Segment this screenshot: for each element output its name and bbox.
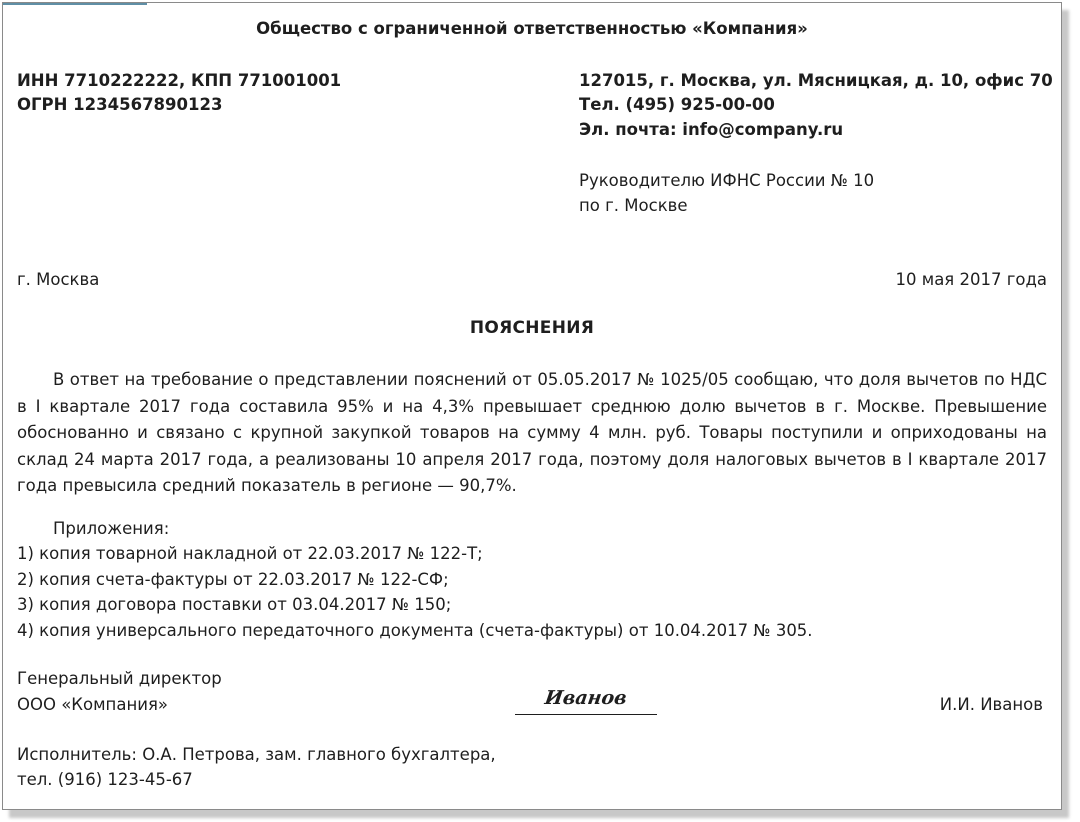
- company-address: 127015, г. Москва, ул. Мясницкая, д. 10, офис 70: [579, 71, 1053, 90]
- attachment-item: 1) копия товарной накладной от 22.03.2017 № 122-Т;: [17, 544, 483, 563]
- organization-title: Общество с ограниченной ответственностью «Компания»: [256, 19, 808, 38]
- attachment-item: 3) копия договора поставки от 03.04.2017 № 150;: [17, 595, 452, 614]
- inn-kpp: ИНН 7710222222, КПП 771001001: [17, 71, 342, 90]
- corner-accent: [3, 3, 147, 5]
- body-text: [17, 367, 1047, 500]
- recipient-line-1: Руководителю ИФНС России № 10: [579, 171, 875, 190]
- ogrn: ОГРН 1234567890123: [17, 95, 223, 114]
- attachments-title: Приложения:: [53, 519, 170, 538]
- recipient-line-2: по г. Москве: [579, 196, 688, 215]
- place: г. Москва: [17, 270, 100, 289]
- document-page: [2, 2, 1062, 810]
- attachment-item: 4) копия универсального передаточного документа (счета-фактуры) от 10.04.2017 № 305.: [17, 621, 813, 640]
- signatory-company: ООО «Компания»: [17, 695, 168, 714]
- document-heading: ПОЯСНЕНИЯ: [469, 318, 595, 338]
- company-email: Эл. почта: info@company.ru: [579, 120, 844, 139]
- signatory-position: Генеральный директор: [17, 669, 222, 688]
- attachment-item: 2) копия счета-фактуры от 22.03.2017 № 122-СФ;: [17, 570, 449, 589]
- body-paragraph: В ответ на требование о представлении пояснений от 05.05.2017 № 1025/05 сообщаю, что доля вычетов по НДС в I квартале 2017 года составила 95% и на 4,3% превышает среднюю долю вычетов в г. Москве. Превышение обоснованно и связано с крупной закупкой товаров на сумму 4 млн. руб. Товары поступили и оприходованы на склад 24 марта 2017 года, а реализованы 10 апреля 2017 года, поэтому доля налоговых вычетов в I квартале 2017 года превысила средний показатель в регионе — 90,7%.: [17, 370, 1047, 495]
- handwritten-signature: Иванов: [543, 687, 629, 709]
- document-date: 10 мая 2017 года: [895, 270, 1047, 289]
- signature-line: [515, 714, 657, 715]
- executor-info: Исполнитель: О.А. Петрова, зам. главного бухгалтера,: [17, 745, 496, 764]
- signatory-name: И.И. Иванов: [939, 695, 1043, 714]
- company-phone: Тел. (495) 925-00-00: [579, 95, 775, 114]
- executor-phone: тел. (916) 123-45-67: [17, 770, 193, 789]
